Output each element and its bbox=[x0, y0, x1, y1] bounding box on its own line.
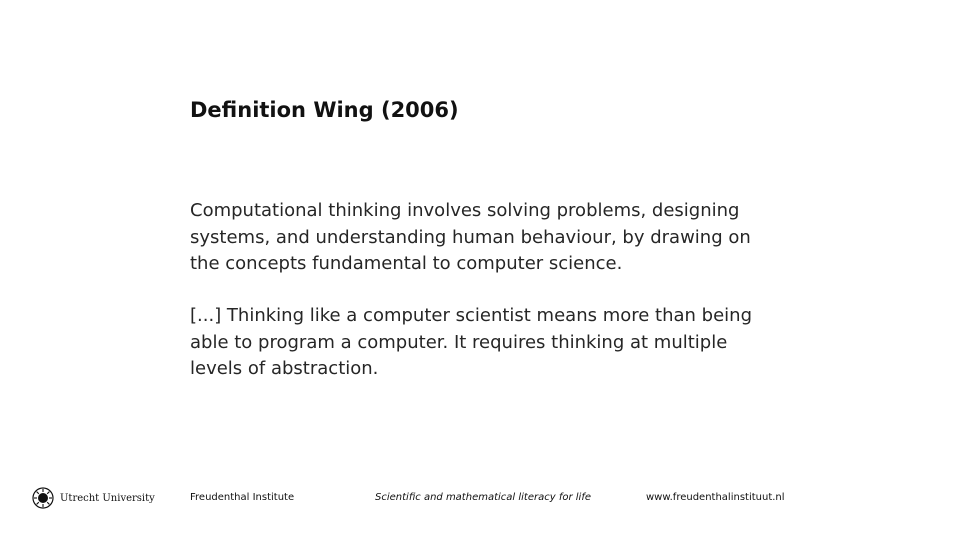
footer-institute: Freudenthal Institute bbox=[190, 492, 295, 503]
university-name: Utrecht University bbox=[60, 492, 155, 504]
utrecht-university-logo bbox=[32, 487, 155, 509]
footer-tagline: Scientific and mathematical literacy for life bbox=[375, 492, 591, 503]
footer-website: www.freudenthalinstituut.nl bbox=[646, 492, 785, 503]
slide-title: Definition Wing (2006) bbox=[190, 98, 459, 122]
utrecht-university-sun-seal-icon bbox=[32, 487, 54, 509]
definition-paragraph: Computational thinking involves solving problems, designing systems, and understanding human behaviour, by drawing on the concepts fundamental to computer science. bbox=[190, 200, 751, 274]
abstraction-paragraph: [...] Thinking like a computer scientist means more than being able to program a computer. It requires thinking at multiple levels of abstraction. bbox=[190, 305, 753, 379]
